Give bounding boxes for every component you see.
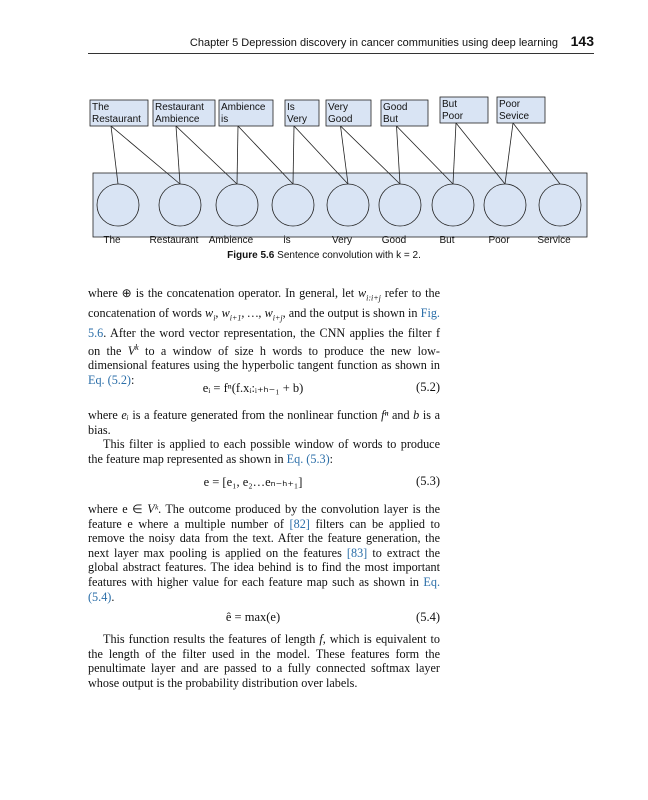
- word-label: Poor: [488, 235, 510, 246]
- paragraph-5: [88, 632, 440, 690]
- p1-seq-sub-c: i+j: [272, 313, 283, 323]
- equation-5-3-expr: e = [e₁, e₂…eₙ₋ₕ₊₁]: [203, 475, 303, 489]
- p2-var-ei: eᵢ: [121, 408, 129, 422]
- p1-text-a: where ⊕ is the concatenation operator. In general, let: [88, 286, 359, 300]
- bigram-word-1: Good: [383, 102, 408, 113]
- bigram-word-2: Sevice: [499, 111, 530, 122]
- word-node: [379, 184, 421, 226]
- word-node: [159, 184, 201, 226]
- p1-text-d: . After the word vector representation, the CNN applies the filter f on the: [88, 326, 440, 358]
- eq-5-3-link[interactable]: Eq. (5.3): [286, 451, 330, 466]
- p2-text-c: and: [388, 408, 414, 422]
- p4-text-c: filters can be applied to remove the noisy data from the text. After the feature generation, the next layer max pooling is applied on the features: [88, 516, 440, 560]
- p1-text-c: , and the output is shown in: [282, 306, 421, 321]
- equation-5-4-number: (5.4): [416, 610, 440, 624]
- p2-text-b: is a feature generated from the nonlinear function: [128, 408, 382, 422]
- bigram-word-2: Ambience: [155, 114, 200, 125]
- ref-82-link[interactable]: [82]: [289, 516, 310, 531]
- p1-seq-w3: , …, w: [241, 306, 273, 321]
- p4-var-vk: Vᵏ: [147, 502, 159, 516]
- p4-text-e: .: [111, 589, 115, 604]
- word-label: The: [103, 235, 121, 246]
- bigram-word-1: Ambience: [221, 102, 266, 113]
- p1-sub-ij: i:i+j: [366, 293, 381, 303]
- p3-text-a: This filter is applied to each possible window of words to produce the feature map represented as shown in: [88, 437, 440, 466]
- bigram-word-2: is: [221, 114, 229, 125]
- chapter-title: Chapter 5 Depression discovery in cancer communities using deep learning: [189, 37, 558, 49]
- p5-text-a: This function results the features of length: [103, 632, 320, 646]
- bigram-word-2: Very: [287, 114, 308, 125]
- equation-5-2-number: (5.2): [416, 380, 440, 394]
- word-label: Restaurant: [149, 235, 199, 246]
- bigram-word-2: Restaurant: [92, 114, 141, 125]
- word-label: is: [283, 235, 291, 246]
- ref-83-link[interactable]: [83]: [346, 545, 368, 560]
- bigram-word-1: But: [442, 99, 458, 110]
- word-node: [432, 184, 474, 226]
- word-node: [484, 184, 526, 226]
- p1-var-v: V: [127, 343, 136, 358]
- p1-seq-w2: , w: [215, 306, 230, 321]
- p1-var-w: w: [358, 286, 367, 300]
- eq-5-4-link[interactable]: Eq. (5.4): [88, 574, 440, 604]
- bigram-word-2: Poor: [442, 111, 464, 122]
- bigram-word-1: Restaurant: [155, 102, 204, 113]
- word-node: [327, 184, 369, 226]
- p1-sup-k: k: [135, 342, 139, 352]
- convolution-diagram: [0, 90, 648, 250]
- equation-5-3-number: (5.3): [416, 474, 440, 488]
- paragraph-1: [88, 286, 440, 388]
- p1-seq-sub-b: i+1: [229, 313, 242, 323]
- word-node: [216, 184, 258, 226]
- equation-5-2-expr: eᵢ = fⁿ(f.xᵢ:ᵢ₊ₕ₋₁ + b): [202, 381, 304, 395]
- eq-5-2-link[interactable]: Eq. (5.2): [88, 372, 131, 387]
- bigram-word-1: Very: [328, 102, 349, 113]
- word-node: [272, 184, 314, 226]
- p1-seq-sub-a: i: [213, 313, 216, 323]
- figure-caption: [0, 250, 648, 261]
- p1-text-b: refer to the concatenation of words: [88, 286, 440, 321]
- word-node: [539, 184, 581, 226]
- bigram-word-2: Good: [328, 114, 353, 125]
- p2-text-a: where: [88, 408, 122, 422]
- word-label: Very: [331, 235, 353, 246]
- bigram-word-2: But: [383, 114, 399, 125]
- p4-text-a: where e ∈: [88, 502, 148, 516]
- equation-5-4-expr: ê = max(e): [225, 610, 281, 624]
- running-header: [0, 32, 648, 54]
- figure-caption-label: Figure 5.6: [227, 250, 275, 261]
- page-number: 143: [570, 33, 594, 49]
- fig-5-6-link[interactable]: Fig. 5.6: [88, 306, 440, 341]
- word-node: [97, 184, 139, 226]
- word-label: Service: [537, 235, 571, 246]
- p5-text-b: , which is equivalent to the length of the filter used in the model. These features form the penultimate layer and are passed to a fully connected softmax layer whose output is the probability distribution over labels.: [88, 632, 440, 690]
- word-label: But: [439, 235, 455, 246]
- p2-var-b: b: [413, 408, 420, 422]
- paragraph-3: [88, 437, 440, 466]
- paragraph-2: [88, 408, 440, 466]
- p3-text-b: :: [329, 451, 334, 466]
- p5-var-f: f: [319, 632, 323, 646]
- p4-text-b: . The outcome produced by the convolution layer is the feature e where a multiple number of: [88, 502, 440, 531]
- bigram-word-1: Is: [287, 102, 295, 113]
- bigram-word-1: The: [92, 102, 110, 113]
- p2-text-d: is a bias.: [88, 408, 440, 437]
- header-rule: [88, 53, 594, 54]
- bigram-word-1: Poor: [499, 99, 521, 110]
- p1-text-f: :: [130, 372, 135, 387]
- paragraph-4: [88, 502, 440, 604]
- figure-5-6: [0, 90, 648, 265]
- figure-caption-text: Sentence convolution with k = 2.: [277, 250, 421, 261]
- p1-text-e: to a window of size h words to produce the new low-dimensional features using the hyperbolic tangent function as shown in: [88, 343, 440, 373]
- word-label: Ambience: [208, 235, 254, 246]
- word-label: Good: [381, 235, 407, 246]
- p4-text-d: to extract the global abstract features. The idea behind is to find the most important features with higher value for each feature map such as shown in: [88, 545, 440, 589]
- p2-var-fn: fⁿ: [381, 408, 389, 422]
- p1-seq-w1: w: [205, 306, 214, 321]
